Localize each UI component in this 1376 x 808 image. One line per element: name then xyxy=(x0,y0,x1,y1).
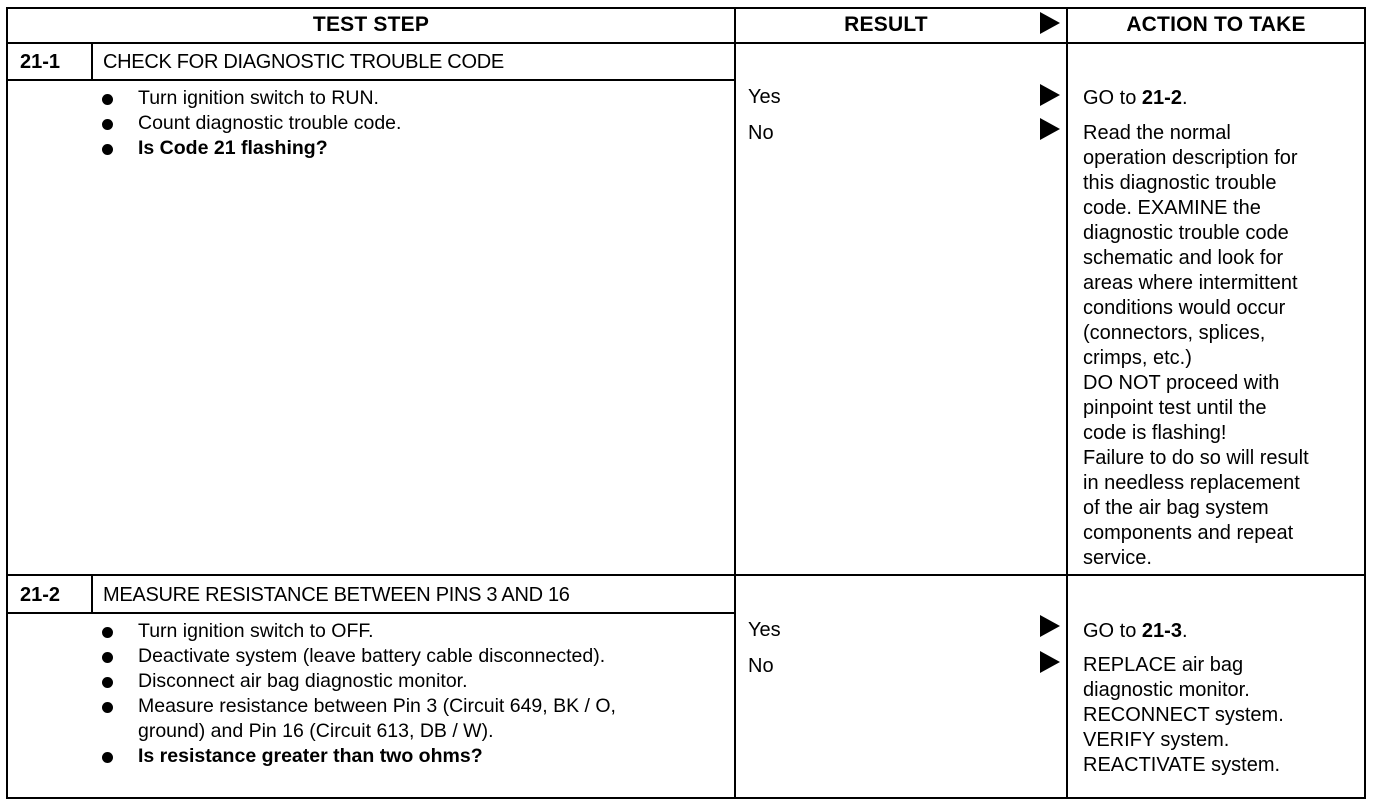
bullet-item: Turn ignition switch to RUN. xyxy=(102,86,722,111)
step-2-bullets xyxy=(102,619,662,769)
step-1-yes-action: GO to 21-2. xyxy=(1083,87,1188,109)
step-2-id: 21-2 xyxy=(20,584,61,606)
result-column-left-border xyxy=(734,7,736,799)
step-1-result-yes: Yes xyxy=(748,86,781,108)
step-1-result-no: No xyxy=(748,122,774,144)
step-ref: 21-3 xyxy=(1141,620,1182,642)
bullet-item: Count diagnostic trouble code. xyxy=(102,111,722,136)
step-divider xyxy=(6,574,1366,576)
step-1-bullets xyxy=(102,86,722,161)
bullet-item: Disconnect air bag diagnostic monitor. xyxy=(102,669,662,694)
bullet-icon xyxy=(102,702,113,713)
step-id-divider-1 xyxy=(91,42,93,81)
bullet-item: Deactivate system (leave battery cable disconnected). xyxy=(102,644,662,669)
bullet-icon xyxy=(102,752,113,763)
step-2-title: MEASURE RESISTANCE BETWEEN PINS 3 AND 16 xyxy=(103,584,570,606)
header-result: RESULT xyxy=(844,13,928,36)
header-bottom-border xyxy=(6,42,1366,44)
step-1-id: 21-1 xyxy=(20,51,61,73)
bullet-icon xyxy=(102,677,113,688)
step-ref: 21-2 xyxy=(1141,87,1182,109)
header-action: ACTION TO TAKE xyxy=(1126,13,1306,36)
step-2-title-bottom-border xyxy=(6,612,736,614)
step-2-no-action: REPLACE air bag diagnostic monitor. RECONNECT system. VERIFY system. REACTIVATE system. xyxy=(1083,654,1284,776)
bullet-item-question: Is resistance greater than two ohms? xyxy=(102,744,662,769)
header-arrow-icon xyxy=(1040,12,1060,34)
step-1-title: CHECK FOR DIAGNOSTIC TROUBLE CODE xyxy=(103,51,504,73)
step-1-yes-arrow-icon xyxy=(1040,84,1060,106)
action-column-left-border xyxy=(1066,7,1068,799)
step-2-yes-arrow-icon xyxy=(1040,615,1060,637)
step-1-no-arrow-icon xyxy=(1040,118,1060,140)
step-2-yes-action: GO to 21-3. xyxy=(1083,620,1188,642)
step-2-result-yes: Yes xyxy=(748,619,781,641)
step-1-title-bottom-border xyxy=(6,79,736,81)
bullet-icon xyxy=(102,652,113,663)
bullet-item: Turn ignition switch to OFF. xyxy=(102,619,662,644)
table-left-border xyxy=(6,7,8,799)
step-2-result-no: No xyxy=(748,655,774,677)
header-test-step: TEST STEP xyxy=(312,13,430,36)
bullet-icon xyxy=(102,119,113,130)
bullet-item: Measure resistance between Pin 3 (Circuit 649, BK / O, ground) and Pin 16 (Circuit 613, DB / W). xyxy=(102,694,662,744)
bullet-icon xyxy=(102,144,113,155)
bullet-item-question: Is Code 21 flashing? xyxy=(102,136,722,161)
bullet-icon xyxy=(102,627,113,638)
step-1-no-action: Read the normal operation description for this diagnostic trouble code. EXAMINE the diagnostic trouble code schematic and look for areas where intermittent conditions would occur (connectors, splices, crimps, etc.) DO NOT proceed with pinpoint test until the code is flashing! Failure to do so will result in needless replacement of the air bag system components and repeat service. xyxy=(1083,122,1309,569)
step-id-divider-2 xyxy=(91,574,93,614)
table-bottom-border xyxy=(6,797,1366,799)
bullet-icon xyxy=(102,94,113,105)
step-2-no-arrow-icon xyxy=(1040,651,1060,673)
